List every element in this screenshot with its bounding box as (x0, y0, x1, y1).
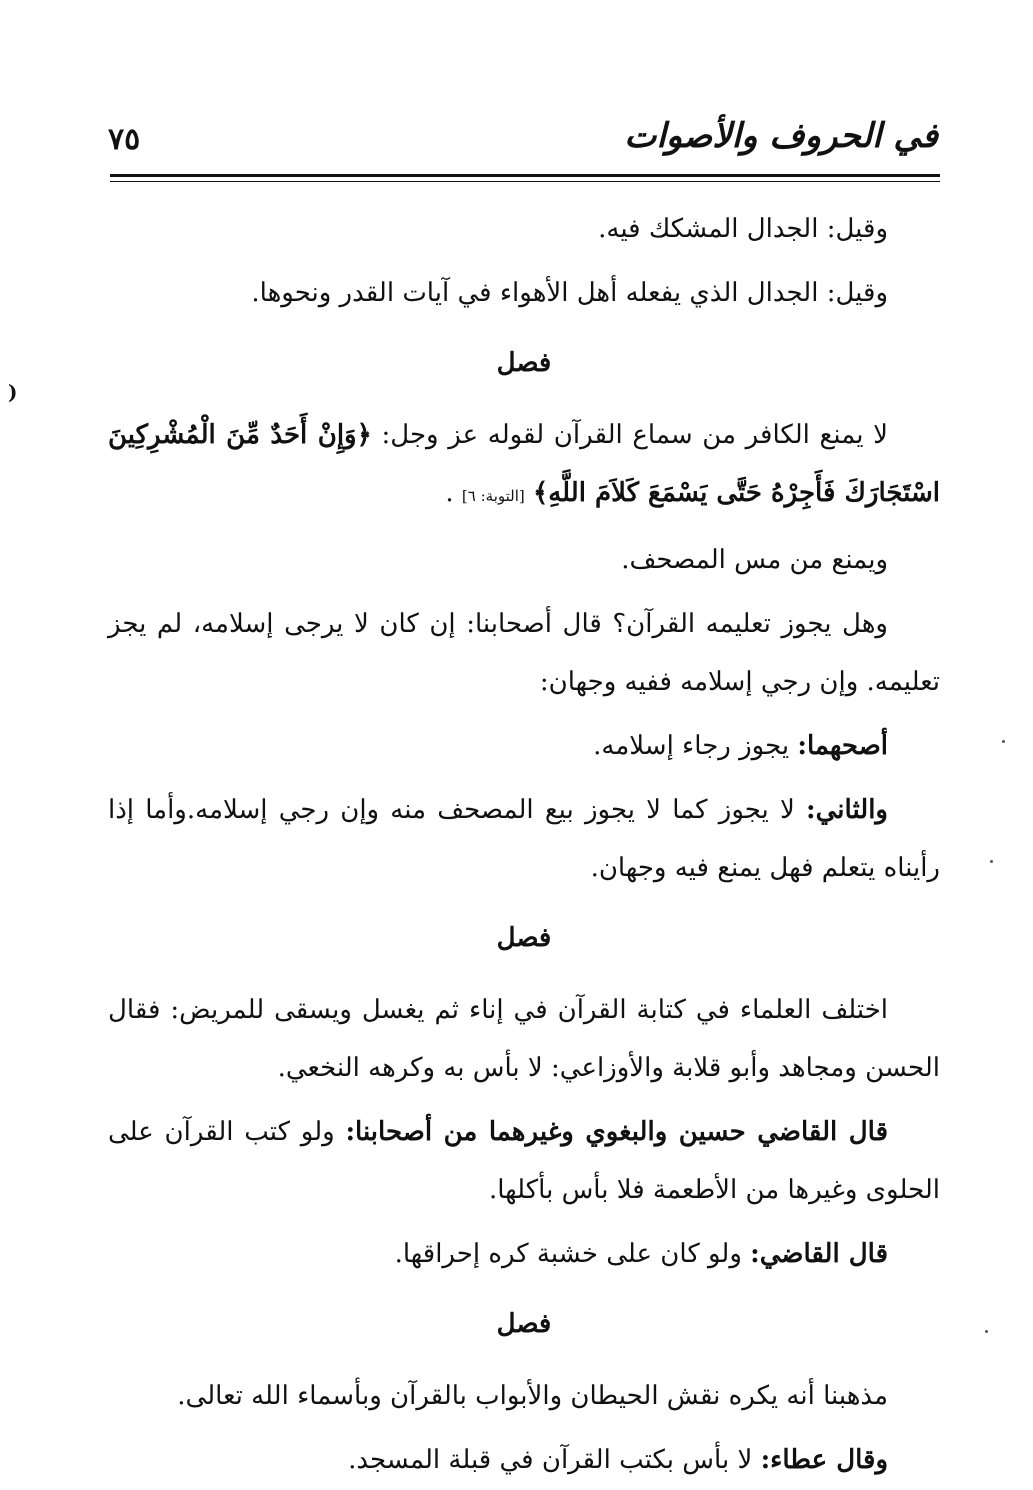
paragraph-5: وهل يجوز تعليمه القرآن؟ قال أصحابنا: إن كان لا يرجى إسلامه، لم يجز تعليمه. وإن رجي إسلامه ففيه وجهان: (108, 609, 940, 697)
paragraph-10 (108, 1225, 940, 1283)
paragraph-1: وقيل: الجدال المشكك فيه. (598, 214, 888, 244)
paragraph-10-text: ولو كان على خشبة كره إحراقها. (394, 1239, 751, 1269)
paragraph-3-text: لا يمنع الكافر من سماع القرآن لقوله عز وجل: (371, 420, 888, 450)
verse-reference: [التوبة: ٦] (461, 487, 525, 505)
paragraph-12-lead: وقال عطاء: (760, 1445, 888, 1475)
paragraph-8: اختلف العلماء في كتابة القرآن في إناء ثم يغسل ويسقى للمريض: فقال الحسن ومجاهد وأبو قلابة والأوزاعي: لا بأس به وكرهه النخعي. (108, 995, 940, 1083)
paragraph-9-text: ولو كتب القرآن على الحلوى وغيرها من الأطعمة فلا بأس بأكلها. (108, 1117, 940, 1205)
scan-speck (1002, 740, 1005, 743)
scan-speck (990, 860, 993, 863)
paragraph-6-text: يجوز رجاء إسلامه. (593, 731, 798, 761)
running-header (108, 112, 938, 172)
section-heading-2: فصل (496, 923, 552, 953)
paragraph-3 (108, 406, 940, 525)
quran-verse: ﴿وَإِنْ أَحَدٌ مِّنَ الْمُشْرِكِينَ اسْتَجَارَكَ فَأَجِرْهُ حَتَّى يَسْمَعَ كَلاَمَ اللَّهِ﴾ (108, 420, 940, 508)
section-heading-3: فصل (496, 1309, 552, 1339)
paragraph-6-lead: أصحهما: (797, 731, 888, 761)
paragraph-9-lead: قال القاضي حسين والبغوي وغيرهما من أصحابنا: (345, 1117, 888, 1147)
page-number: ٧٥ (108, 122, 141, 157)
paragraph-7-text: لا يجوز كما لا يجوز بيع المصحف منه وإن رجي إسلامه.وأما إذا رأيناه يتعلم فهل يمنع فيه وجهان. (108, 795, 940, 883)
paragraph-9 (108, 1103, 940, 1219)
scan-speck (985, 1330, 988, 1333)
paragraph-2: وقيل: الجدال الذي يفعله أهل الأهواء في آيات القدر ونحوها. (251, 278, 888, 308)
header-rule-thin (110, 181, 940, 182)
paragraph-12 (108, 1431, 940, 1489)
paragraph-12-text: لا بأس بكتب القرآن في قبلة المسجد. (348, 1445, 761, 1475)
header-rule-thick (110, 174, 940, 177)
paragraph-7 (108, 781, 940, 897)
paragraph-10-lead: قال القاضي: (750, 1239, 888, 1269)
paragraph-4: ويمنع من مس المصحف. (621, 545, 888, 575)
page-body (108, 200, 940, 1489)
running-title: في الحروف والأصوات (624, 116, 938, 156)
paragraph-11: مذهبنا أنه يكره نقش الحيطان والأبواب بالقرآن وبأسماء الله تعالى. (177, 1381, 888, 1411)
margin-bracket-mark: ) (8, 380, 18, 404)
paragraph-6 (108, 717, 940, 775)
paragraph-7-lead: والثاني: (806, 795, 888, 825)
section-heading-1: فصل (496, 348, 552, 378)
paragraph-3-end: . (445, 478, 462, 508)
